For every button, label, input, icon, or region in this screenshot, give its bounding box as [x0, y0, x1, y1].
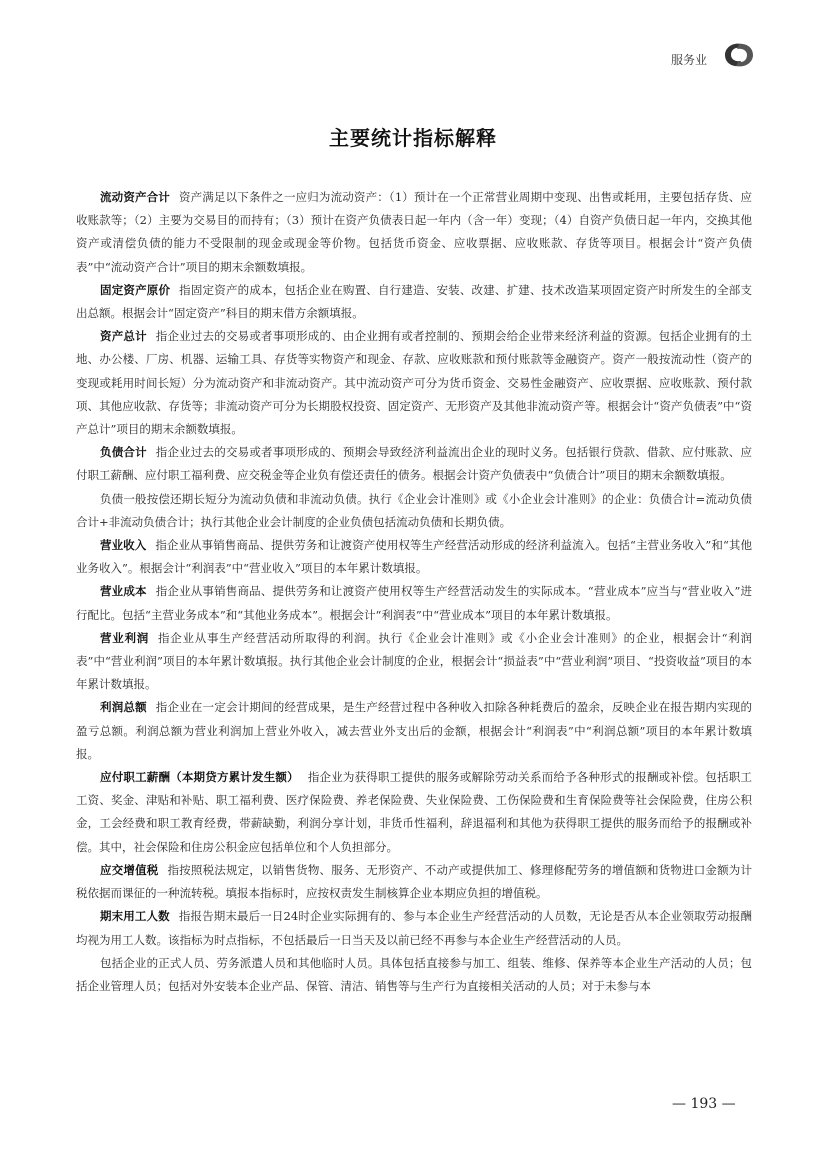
definition-term: 营业收入 [100, 538, 147, 553]
definition-paragraph [76, 696, 752, 766]
definition-text: 指报告期末最后一日24时企业实际拥有的、参与本企业生产经营活动的人员数，无论是否从本企业领取劳动报酬均视为用工人数。该指标为时点指标，不包括最后一日当天及以前已经不再参与本企业生产经营活动的人员。 [76, 909, 752, 947]
definition-term: 期末用工人数 [100, 909, 170, 924]
definition-paragraph [76, 766, 752, 859]
definition-term: 固定资产原价 [100, 282, 171, 297]
definition-paragraph [76, 488, 752, 534]
definition-paragraph [76, 279, 752, 325]
definition-paragraph [76, 952, 752, 998]
definition-text: 包括企业的正式人员、劳务派遣人员和其他临时人员。具体包括直接参与加工、组装、维修、保养等本企业生产活动的人员；包括企业管理人员；包括对外安装本企业产品、保管、清洁、销售等与生产行为直接相关活动的人员；对于未参与本 [76, 955, 752, 993]
service-industry-logo-icon [722, 40, 756, 70]
definition-text: 指企业为获得职工提供的服务或解除劳动关系而给予各种形式的报酬或补偿。包括职工工资、奖金、津贴和补贴、职工福利费、医疗保险费、养老保险费、失业保险费、工伤保险费和生育保险费等社会保险费，住房公积金，工会经费和职工教育经费，带薪缺勤，利润分享计划，非货币性福利，辞退福利和其他为获得职工提供的服务而给予的报酬或补偿。其中，社会保险和住房公积金应包括单位和个人负担部分。 [76, 770, 753, 854]
definition-paragraph [76, 186, 752, 279]
definition-paragraph [76, 905, 752, 951]
definition-text: 指企业从事销售商品、提供劳务和让渡资产使用权等生产经营活动形成的经济利益流入。包括“主营业务收入”和“其他业务收入”。根据会计“利润表”中“营业收入”项目的本年累计数填报。 [76, 538, 752, 576]
page-title: 主要统计指标解释 [329, 126, 497, 150]
definition-paragraph [76, 627, 752, 697]
definition-text: 指固定资产的成本，包括企业在购置、自行建造、安装、改建、扩建、技术改造某项固定资产时所发生的全部支出总额。根据会计“固定资产”科目的期末借方余额填报。 [76, 282, 752, 321]
definition-text: 指按照税法规定，以销售货物、服务、无形资产、不动产或提供加工、修理修配劳务的增值额和货物进口金额为计税依据而课征的一种流转税。填报本指标时，应按权责发生制核算企业本期应负担的增值税。 [76, 862, 753, 901]
definition-term: 应交增值税 [100, 862, 159, 877]
definitions-body [76, 186, 752, 998]
definition-term: 流动资产合计 [100, 190, 170, 204]
definition-text: 指企业从事销售商品、提供劳务和让渡资产使用权等生产经营活动发生的实际成本。“营业成本”应当与“营业收入”进行配比。包括“主营业务成本”和“其他业务成本”。根据会计“利润表”中“营业成本”项目的本年累计数填报。 [76, 584, 753, 622]
definition-text: 负债一般按偿还期长短分为流动负债和非流动负债。执行《企业会计准则》或《小企业会计准则》的企业：负债合计=流动负债合计+非流动负债合计；执行其他企业会计制度的企业负债包括流动负债和长期负债。 [76, 491, 752, 529]
definition-text: 指企业在一定会计期间的经营成果，是生产经营过程中各种收入扣除各种耗费后的盈余，反映企业在报告期内实现的盈亏总额。利润总额为营业利润加上营业外收入，减去营业外支出后的金额，根据会计“利润表”中“利润总额”项目的本年累计数填报。 [76, 700, 752, 761]
definition-paragraph [76, 859, 752, 905]
definition-paragraph [76, 534, 752, 580]
page-number: — 193 — [672, 1096, 736, 1112]
definition-term: 资产总计 [100, 329, 147, 344]
definition-text: 指企业过去的交易或者事项形成的、由企业拥有或者控制的、预期会给企业带来经济利益的资源。包括企业拥有的土地、办公楼、厂房、机器、运输工具、存货等实物资产和现金、存款、应收账款和预付账款等金融资产。资产一般按流动性（资产的变现或耗用时间长短）分为流动资产和非流动资产。其中流动资产可分为货币资金、交易性金融资产、应收票据、应收账款、预付款项、其他应收款、存货等；非流动资产可分为长期股权投资、固定资产、无形资产及其他非流动资产等。根据会计“资产负债表”中“资产总计”项目的期末余额数填报。 [76, 329, 752, 437]
definition-term: 利润总额 [100, 700, 147, 715]
definition-term: 营业成本 [100, 584, 147, 599]
definition-paragraph [76, 580, 752, 626]
definition-text: 指企业过去的交易或者事项形成的、预期会导致经济利益流出企业的现时义务。包括银行贷款、借款、应付账款、应付职工薪酬、应付职工福利费、应交税金等企业负有偿还责任的债务。根据会计资产负债表中“负债合计”项目的期末余额数填报。 [76, 445, 752, 483]
definition-term: 营业利润 [100, 630, 150, 645]
definition-paragraph [76, 441, 752, 487]
definition-paragraph [76, 325, 752, 441]
definition-term: 负债合计 [100, 445, 147, 460]
section-label: 服务业 [671, 53, 708, 67]
definition-term: 应付职工薪酬（本期贷方累计发生额） [100, 770, 299, 785]
definition-text: 指企业从事生产经营活动所取得的利润。执行《企业会计准则》或《小企业会计准则》的企业，根据会计“利润表”中“营业利润”项目的本年累计数填报。执行其他企业会计制度的企业，根据会计“损益表”中“营业利润”项目、“投资收益”项目的本年累计数填报。 [76, 630, 753, 692]
definition-text: 资产满足以下条件之一应归为流动资产：（1）预计在一个正常营业周期中变现、出售或耗用，主要包括存货、应收账款等；（2）主要为交易目的而持有；（3）预计在资产负债表日起一年内（含一年）变现；（4）自资产负债日起一年内，交换其他资产或清偿负债的能力不受限制的现金或现金等价物。包括货币资金、应收票据、应收账款、存货等项目。根据会计“资产负债表”中“流动资产合计”项目的期末余额数填报。 [76, 190, 753, 274]
